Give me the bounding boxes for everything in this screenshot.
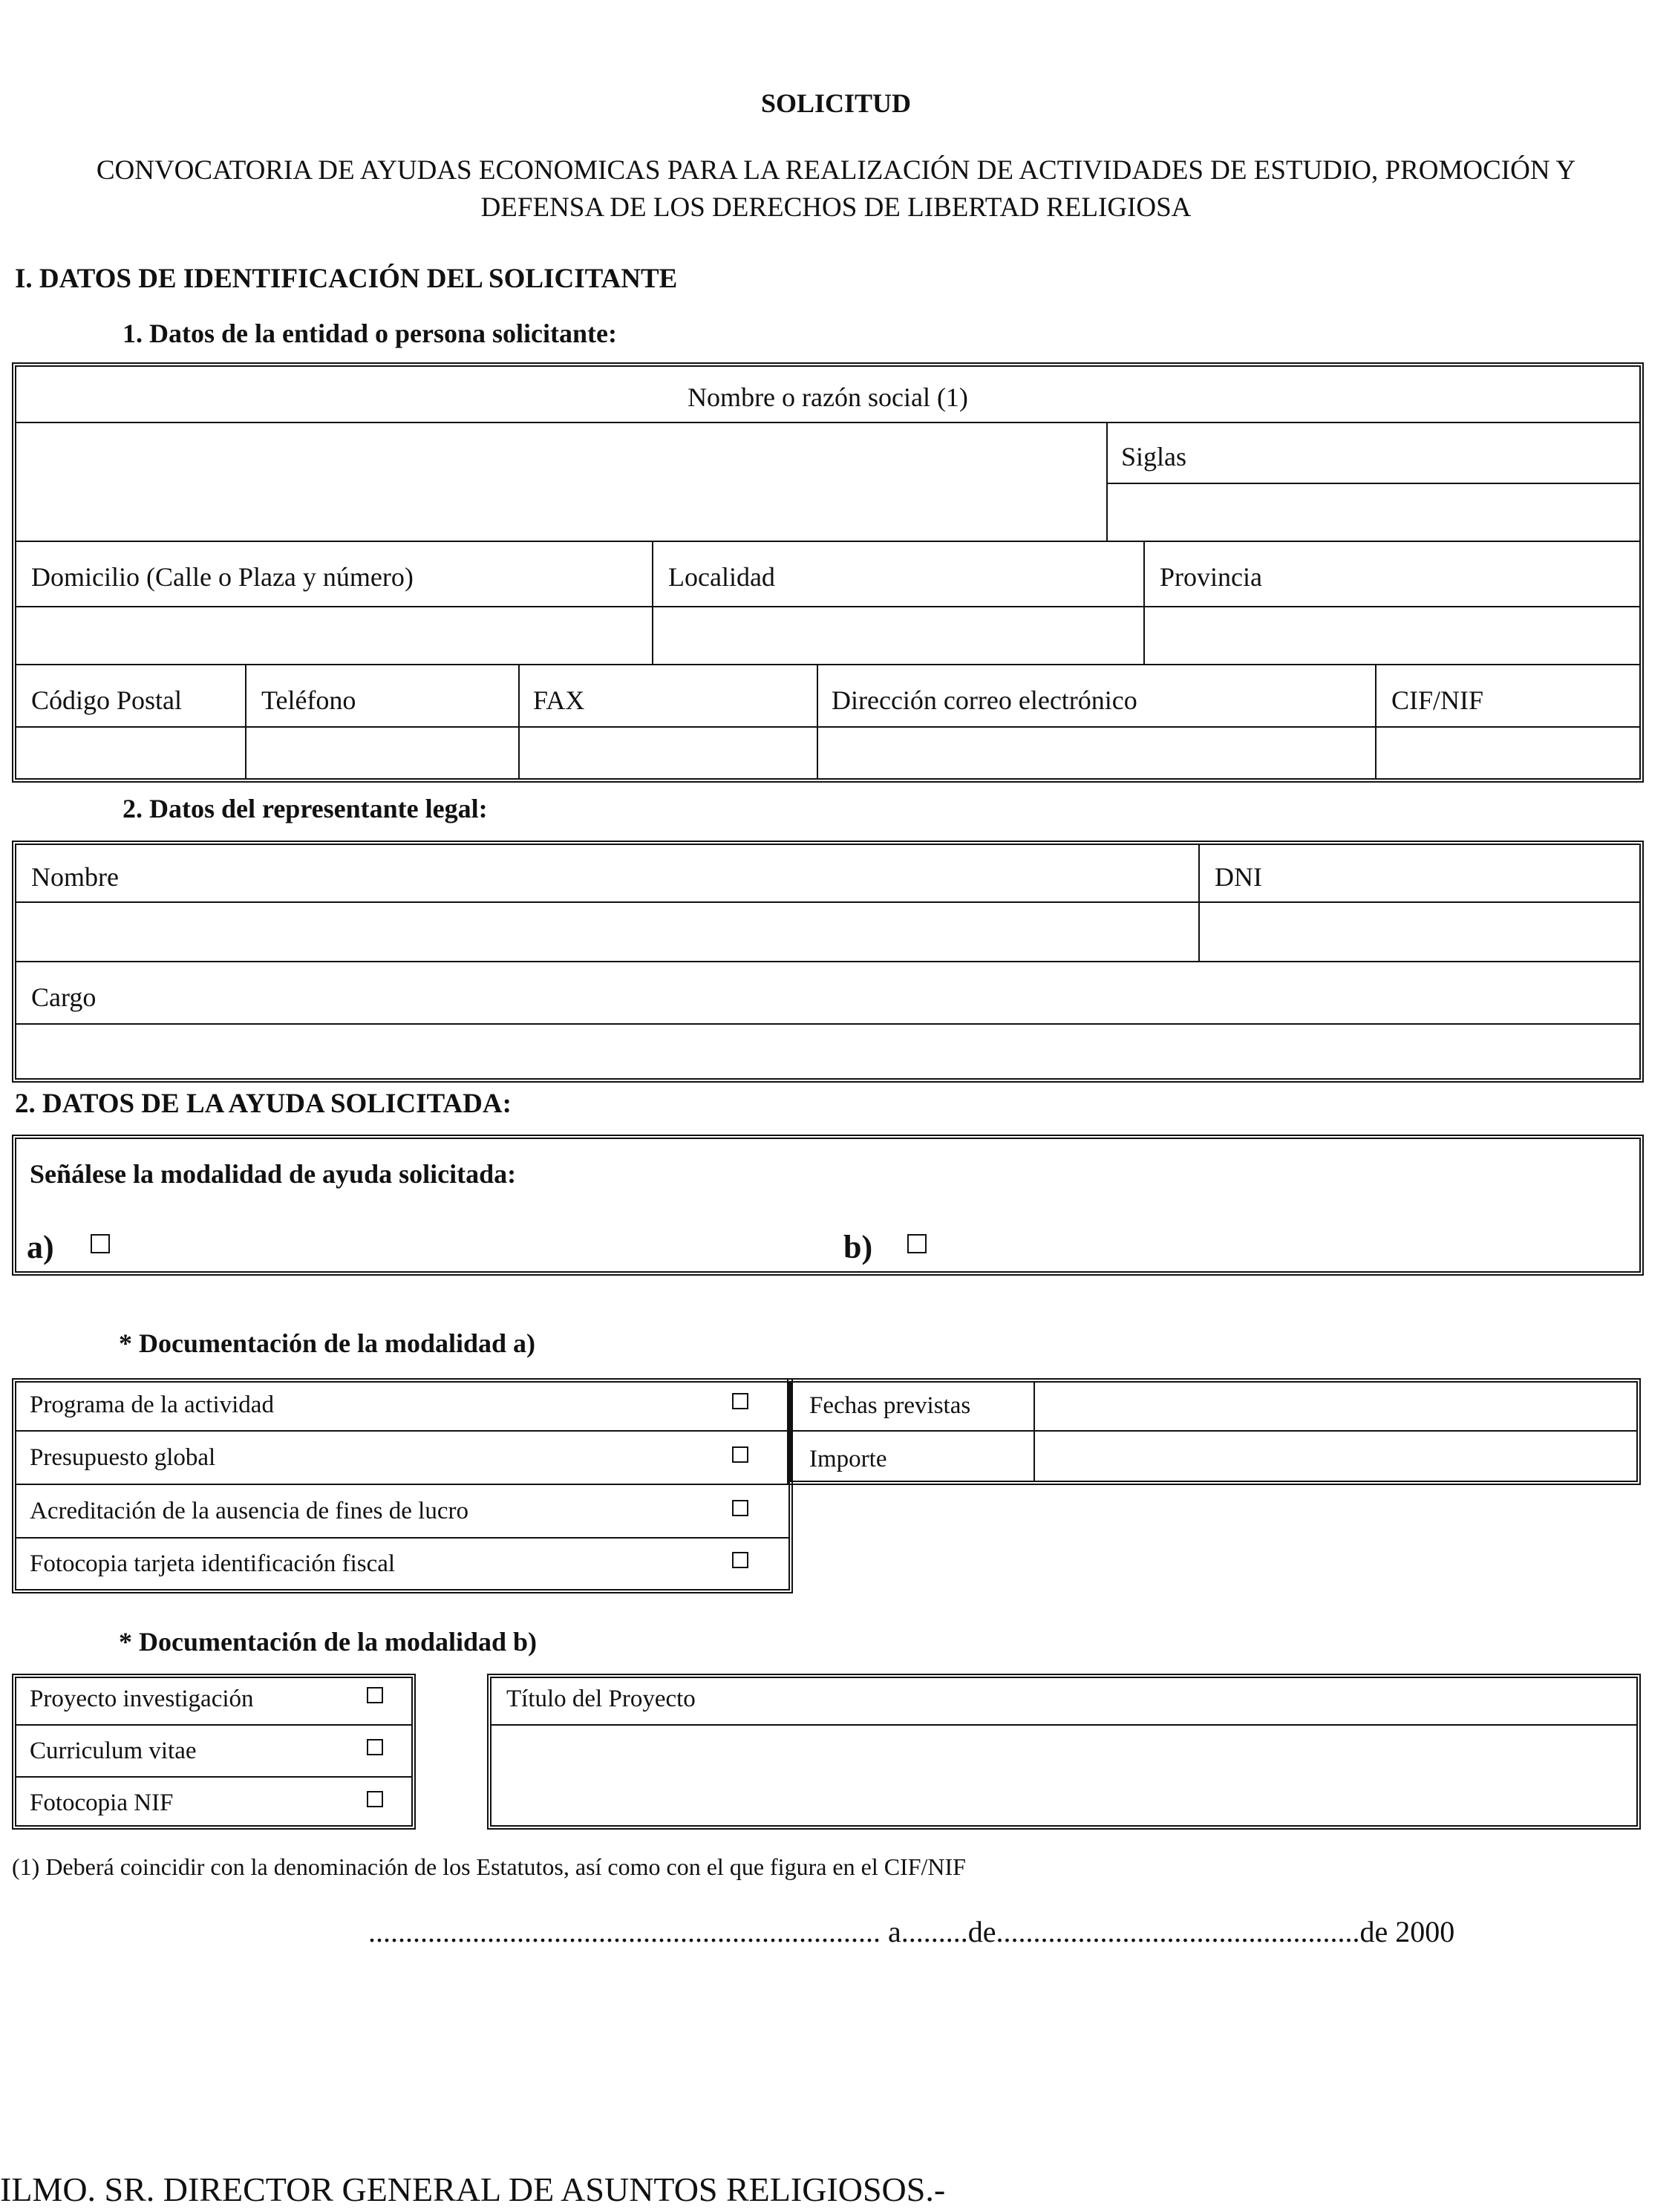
doc-a-item-acreditacion: Acreditación de la ausencia de fines de lucro bbox=[30, 1498, 468, 1524]
doc-a-programa-checkbox[interactable] bbox=[732, 1393, 748, 1409]
section1-sub1: 1. Datos de la entidad o persona solicitante: bbox=[123, 319, 617, 348]
rep-cargo-label: Cargo bbox=[31, 982, 97, 1012]
rep-nombre-label: Nombre bbox=[31, 862, 119, 892]
doc-b-item-curriculum: Curriculum vitae bbox=[30, 1738, 197, 1764]
addressee: ILMO. SR. DIRECTOR GENERAL DE ASUNTOS RELIGIOSOS.- bbox=[0, 2170, 946, 2208]
doc-a-presupuesto-checkbox[interactable] bbox=[732, 1446, 748, 1463]
doc-b-titulo-label: Título del Proyecto bbox=[506, 1686, 696, 1712]
rep-dni-label: DNI bbox=[1215, 862, 1262, 892]
field-localidad-label: Localidad bbox=[668, 562, 775, 592]
page-title: SOLICITUD bbox=[760, 88, 912, 118]
field-telefono-label: Teléfono bbox=[261, 685, 356, 715]
field-fax-label: FAX bbox=[533, 685, 585, 715]
field-cif-label: CIF/NIF bbox=[1391, 685, 1484, 715]
field-siglas-label: Siglas bbox=[1121, 442, 1187, 472]
option-a-checkbox[interactable] bbox=[91, 1234, 110, 1253]
page-subtitle-line1: CONVOCATORIA DE AYUDAS ECONOMICAS PARA LA REALIZACIÓN DE ACTIVIDADES DE ESTUDIO, PROMOCIÓN Y bbox=[96, 155, 1576, 186]
doc-b-fotocopia-nif-checkbox[interactable] bbox=[367, 1791, 383, 1807]
field-domicilio-label: Domicilio (Calle o Plaza y número) bbox=[31, 562, 414, 592]
doc-a-item-fotocopia: Fotocopia tarjeta identificación fiscal bbox=[30, 1550, 396, 1577]
modalidad-label: Señálese la modalidad de ayuda solicitada: bbox=[30, 1159, 517, 1189]
field-nombre-label: Nombre o razón social (1) bbox=[688, 382, 968, 412]
section1-sub2: 2. Datos del representante legal: bbox=[123, 794, 488, 823]
doc-a-acreditacion-checkbox[interactable] bbox=[732, 1500, 748, 1516]
doc-b-item-proyecto: Proyecto investigación bbox=[30, 1686, 254, 1712]
footnote: (1) Deberá coincidir con la denominación de los Estatutos, así como con el que figura en el CIF/NIF bbox=[12, 1853, 966, 1880]
date-line: ..................................................................... a.........de.................................................de 2000 bbox=[368, 1915, 1455, 1948]
section2-heading: 2. DATOS DE LA AYUDA SOLICITADA: bbox=[15, 1089, 512, 1119]
option-b-checkbox[interactable] bbox=[907, 1234, 927, 1253]
modalidad-box bbox=[12, 1135, 1644, 1276]
doc-a-item-programa: Programa de la actividad bbox=[30, 1392, 274, 1418]
doc-a-fechas-label: Fechas previstas bbox=[809, 1392, 971, 1419]
field-provincia-label: Provincia bbox=[1160, 562, 1262, 592]
field-codigo-postal-label: Código Postal bbox=[31, 685, 183, 715]
section1-heading: I. DATOS DE IDENTIFICACIÓN DEL SOLICITANTE bbox=[15, 264, 678, 294]
doc-a-item-presupuesto: Presupuesto global bbox=[30, 1444, 216, 1471]
doc-b-heading: * Documentación de la modalidad b) bbox=[119, 1627, 538, 1657]
doc-b-curriculum-checkbox[interactable] bbox=[367, 1739, 383, 1755]
doc-a-fotocopia-checkbox[interactable] bbox=[732, 1552, 748, 1568]
doc-b-item-fotocopia-nif: Fotocopia NIF bbox=[30, 1789, 174, 1816]
field-email-label: Dirección correo electrónico bbox=[832, 685, 1137, 715]
doc-a-importe-label: Importe bbox=[809, 1446, 887, 1472]
option-a-label: a) bbox=[27, 1229, 54, 1265]
doc-b-proyecto-checkbox[interactable] bbox=[367, 1687, 383, 1703]
option-b-label: b) bbox=[843, 1229, 873, 1265]
page-subtitle-line2: DEFENSA DE LOS DERECHOS DE LIBERTAD RELIGIOSA bbox=[480, 192, 1192, 223]
doc-a-heading: * Documentación de la modalidad a) bbox=[119, 1328, 536, 1358]
